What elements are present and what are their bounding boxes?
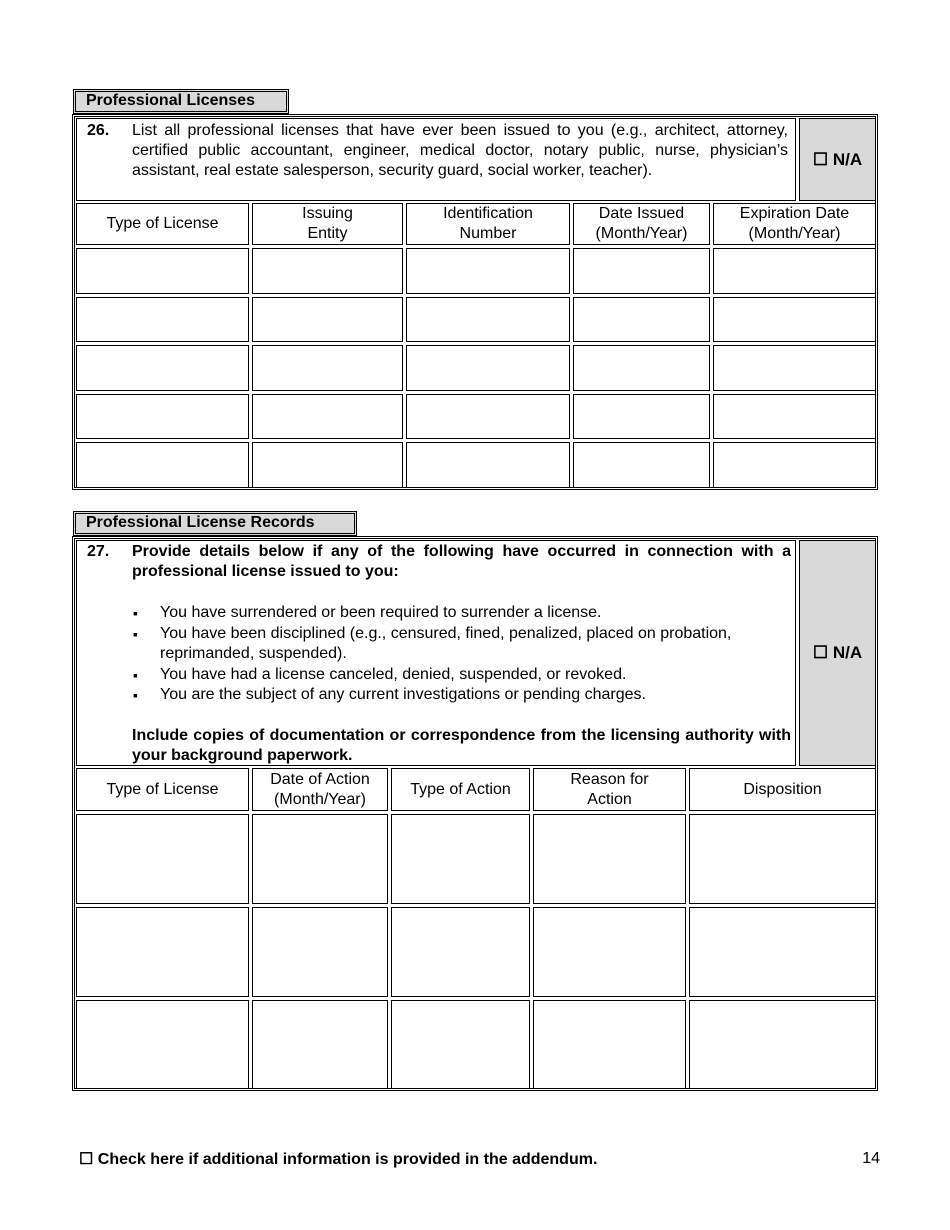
table-cell[interactable] <box>713 345 876 391</box>
table-cell[interactable] <box>76 394 249 439</box>
table-cell[interactable] <box>76 907 249 997</box>
table-cell[interactable] <box>713 442 876 488</box>
header-type-of-license: Type of License <box>76 768 249 811</box>
list-item: ▪ You have been disciplined (e.g., censured, fined, penalized, placed on probation, reprimanded, suspended). <box>160 624 791 665</box>
table-cell[interactable] <box>76 248 249 294</box>
section-27-tab: Professional License Records <box>73 511 357 536</box>
table-cell[interactable] <box>573 297 710 342</box>
addendum-checkbox[interactable]: ☐ Check here if additional information is provided in the addendum. <box>79 1151 598 1168</box>
header-expiration-date: Expiration Date (Month/Year) <box>713 203 876 245</box>
question-26-number: 26. <box>87 122 110 139</box>
table-cell[interactable] <box>252 814 388 904</box>
table-cell[interactable] <box>533 907 686 997</box>
table-cell[interactable] <box>406 345 570 391</box>
list-item: ▪ You have had a license canceled, denied, suspended, or revoked. <box>160 665 791 686</box>
list-item: ▪ You have surrendered or been required to surrender a license. <box>160 603 791 624</box>
table-cell[interactable] <box>252 345 403 391</box>
table-cell[interactable] <box>252 394 403 439</box>
table-cell[interactable] <box>252 248 403 294</box>
table-cell[interactable] <box>406 442 570 488</box>
header-issuing-entity: Issuing Entity <box>252 203 403 245</box>
table-cell[interactable] <box>533 1000 686 1089</box>
header-disposition: Disposition <box>689 768 876 811</box>
question-27-intro: Provide details below if any of the following have occurred in connection with a professional license issued to you: <box>132 543 791 580</box>
na-checkbox-26[interactable]: ☐ N/A <box>799 118 876 201</box>
section-26-tab: Professional Licenses <box>73 89 289 114</box>
section-27-table <box>72 536 878 1091</box>
section-26-table <box>72 114 878 490</box>
table-cell[interactable] <box>252 442 403 488</box>
page-number: 14 <box>862 1150 880 1167</box>
header-type-of-license: Type of License <box>76 203 249 245</box>
table-cell[interactable] <box>252 1000 388 1089</box>
table-cell[interactable] <box>252 297 403 342</box>
table-cell[interactable] <box>76 442 249 488</box>
table-cell[interactable] <box>391 814 530 904</box>
question-26-text: List all professional licenses that have ever been issued to you (e.g., architect, attorney, certified public accountant, engineer, medical doctor, notary public, nurse, physician’s assistant, real estate salesperson, security guard, social worker, teacher). <box>132 122 788 179</box>
question-27-cell <box>76 540 796 766</box>
header-identification-number: Identification Number <box>406 203 570 245</box>
table-cell[interactable] <box>391 1000 530 1089</box>
table-cell[interactable] <box>76 814 249 904</box>
table-cell[interactable] <box>406 297 570 342</box>
table-cell[interactable] <box>76 1000 249 1089</box>
table-cell[interactable] <box>406 394 570 439</box>
na-checkbox-27[interactable]: ☐ N/A <box>799 540 876 766</box>
table-cell[interactable] <box>391 907 530 997</box>
table-cell[interactable] <box>406 248 570 294</box>
table-cell[interactable] <box>533 814 686 904</box>
table-cell[interactable] <box>713 248 876 294</box>
header-date-of-action: Date of Action (Month/Year) <box>252 768 388 811</box>
header-date-issued: Date Issued (Month/Year) <box>573 203 710 245</box>
question-27-bullets <box>132 603 791 706</box>
table-cell[interactable] <box>689 907 876 997</box>
table-cell[interactable] <box>76 345 249 391</box>
table-cell[interactable] <box>573 394 710 439</box>
table-cell[interactable] <box>76 297 249 342</box>
header-reason-for-action: Reason for Action <box>533 768 686 811</box>
table-cell[interactable] <box>573 345 710 391</box>
table-cell[interactable] <box>252 907 388 997</box>
question-27-closing: Include copies of documentation or correspondence from the licensing authority with your background paperwork. <box>132 727 791 764</box>
table-cell[interactable] <box>713 297 876 342</box>
table-cell[interactable] <box>689 1000 876 1089</box>
question-27-number: 27. <box>87 543 110 560</box>
table-cell[interactable] <box>573 442 710 488</box>
table-cell[interactable] <box>689 814 876 904</box>
table-cell[interactable] <box>713 394 876 439</box>
list-item: ▪ You are the subject of any current investigations or pending charges. <box>160 685 791 706</box>
table-cell[interactable] <box>573 248 710 294</box>
question-26-cell <box>76 118 796 201</box>
header-type-of-action: Type of Action <box>391 768 530 811</box>
